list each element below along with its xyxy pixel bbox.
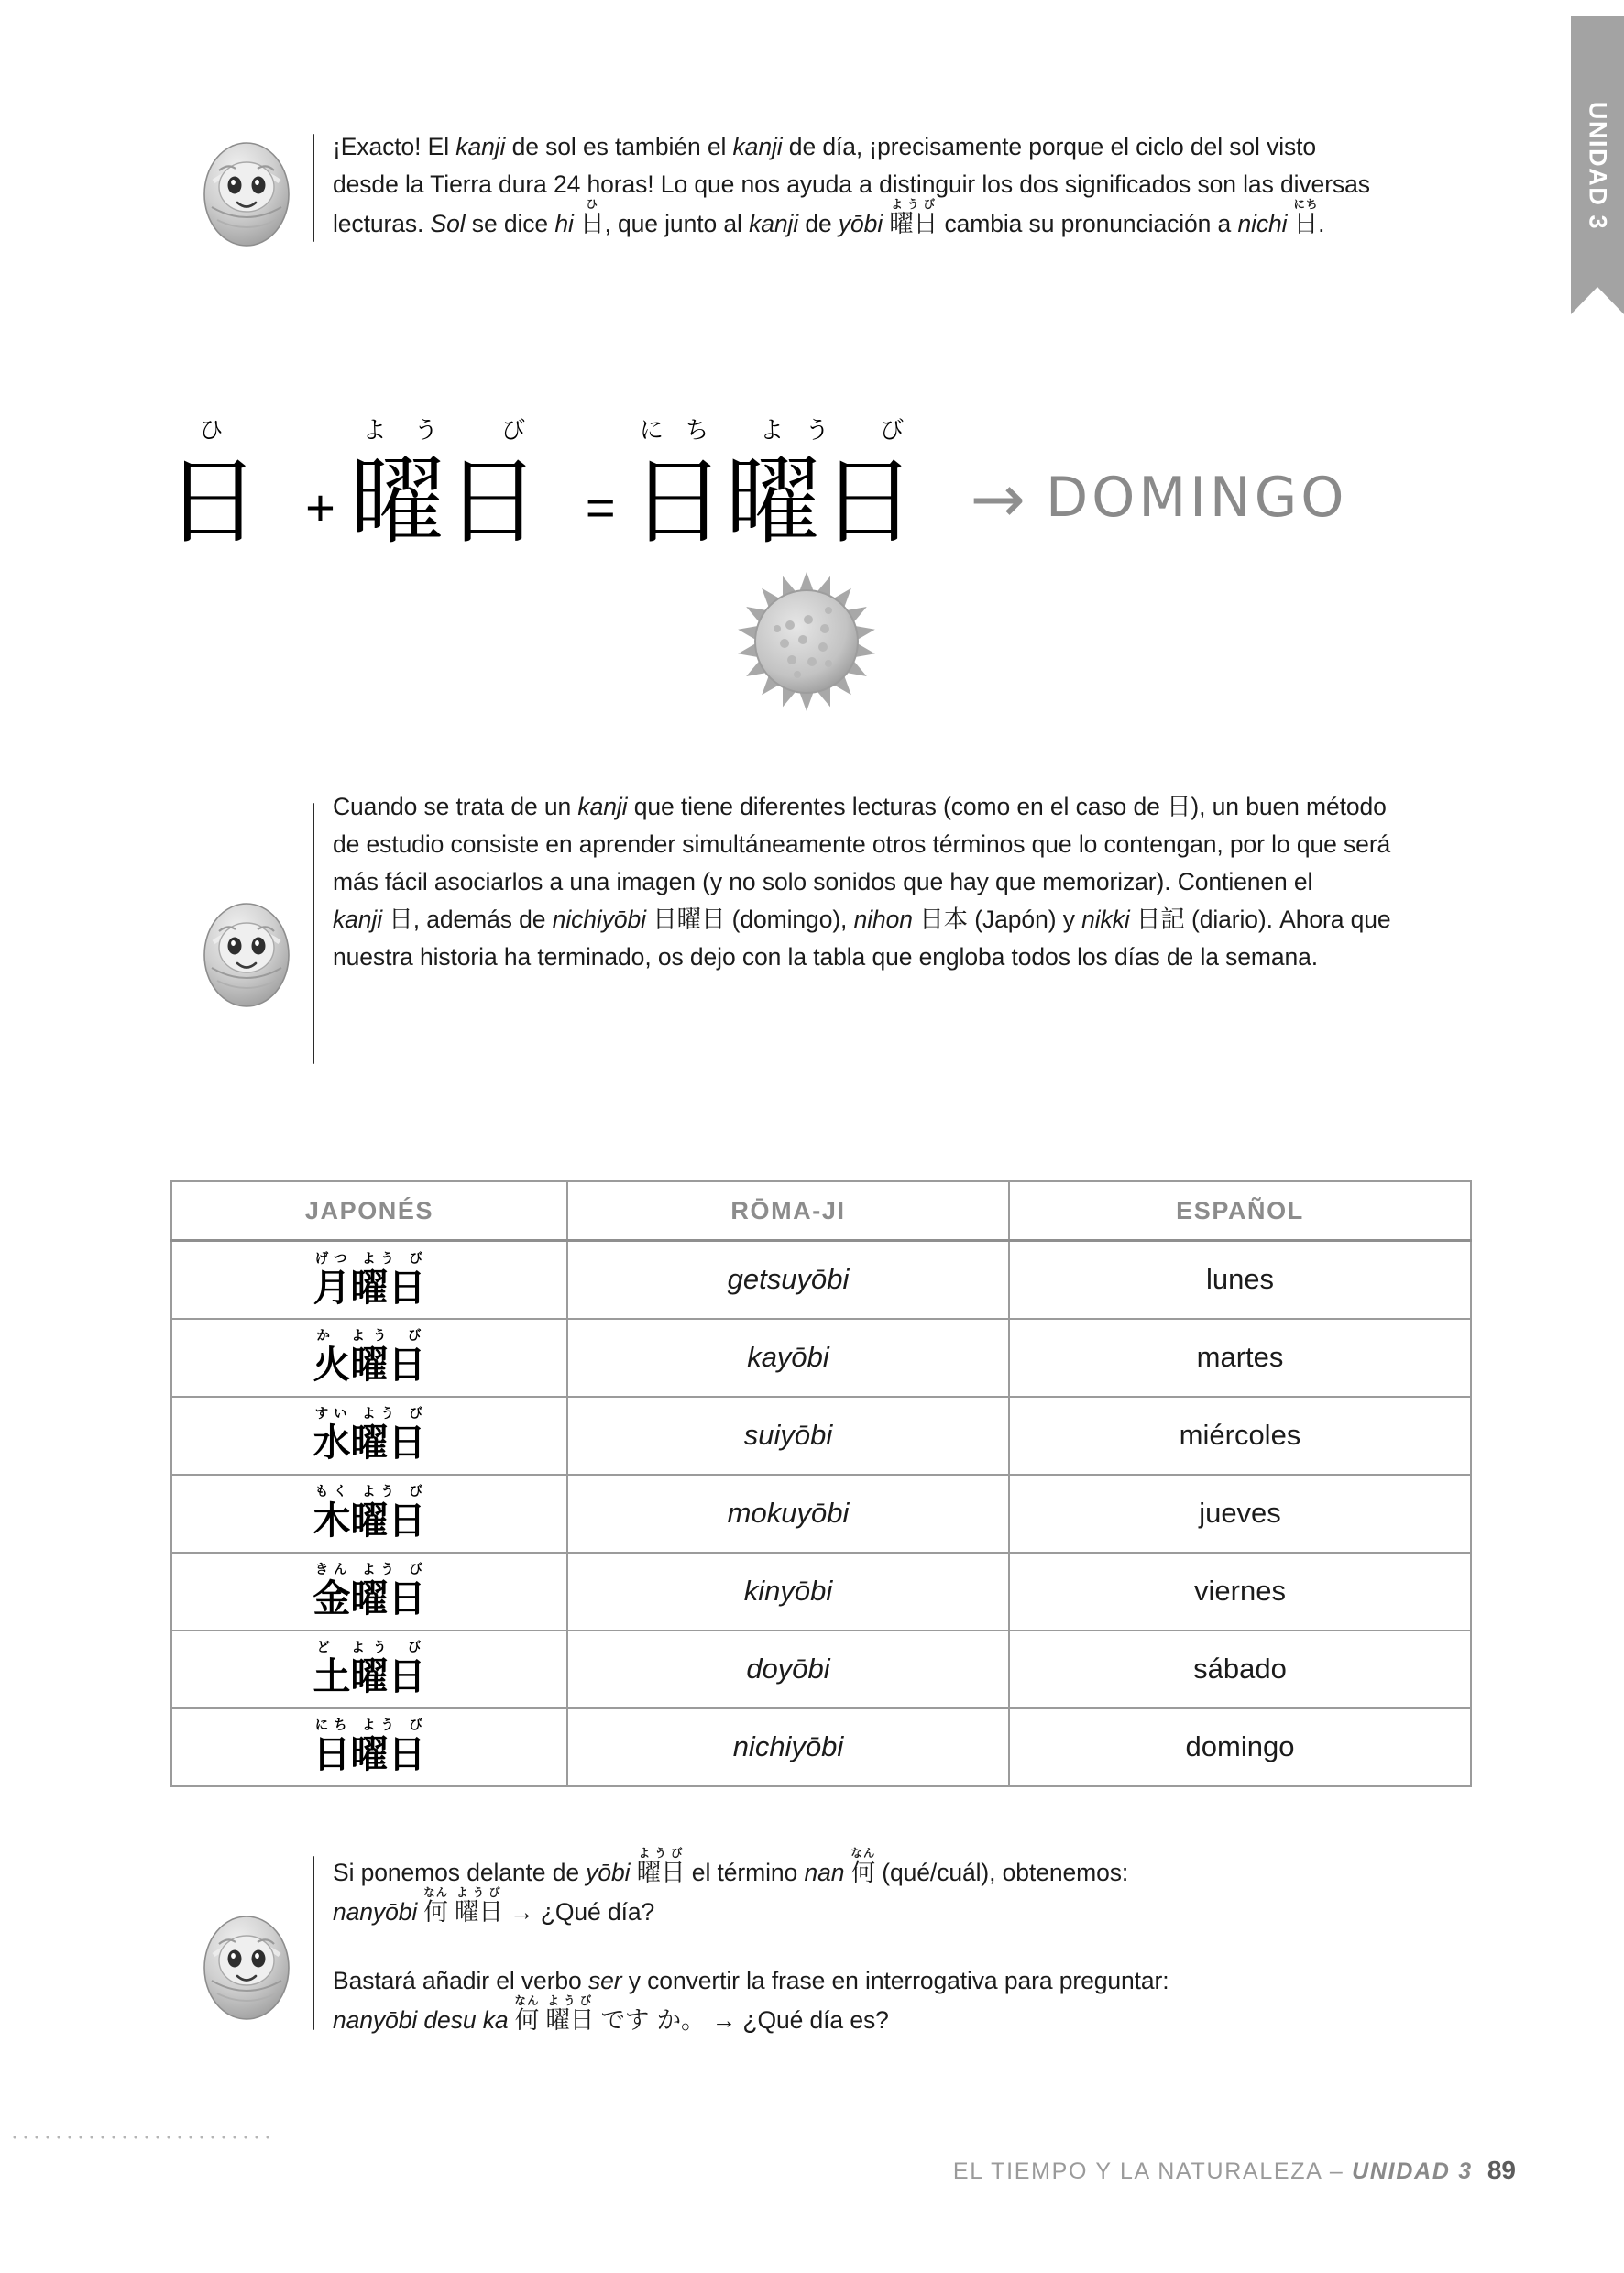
cell-japanese	[171, 1319, 567, 1397]
s1-nichi-kanji	[1293, 197, 1319, 238]
s3-ser-italic: ser	[587, 1967, 622, 1994]
equation-term-yobi	[349, 416, 571, 557]
s1-nichi-italic: nichi	[1237, 210, 1288, 237]
s1-nichi-kanji-char: 日	[1293, 210, 1319, 238]
kanji-text: 火曜日	[313, 1343, 426, 1388]
equation-term-nichiyobi-kanji: 日曜日	[630, 445, 916, 557]
s3-p2-k1-char: 何	[514, 2006, 540, 2035]
cell-spanish: viernes	[1009, 1553, 1471, 1631]
footer-unit-label: UNIDAD 3	[1352, 2158, 1473, 2184]
speech-block-top	[197, 128, 1388, 249]
furi-c: び	[407, 1641, 426, 1656]
footer-chapter-title: EL TIEMPO Y LA NATURALEZA –	[952, 2158, 1353, 2184]
cell-japanese	[171, 1553, 567, 1631]
cell-spanish: domingo	[1009, 1708, 1471, 1786]
furi-c: び	[409, 1485, 426, 1500]
kanji-with-furigana	[313, 1718, 426, 1777]
s3-kanji-nan-3	[514, 1993, 540, 2035]
furi-a: もく	[313, 1485, 353, 1500]
s3-p2-k2-furi: ようび	[545, 1993, 595, 2007]
table-row	[171, 1553, 1471, 1631]
s3-p1-tail: → ¿Qué día?	[502, 1898, 655, 1926]
furi-b: よう	[351, 1329, 395, 1345]
table-head	[171, 1181, 1471, 1241]
s1-yobi-kanji	[889, 197, 938, 238]
furi-b: よう	[362, 1563, 400, 1578]
s3-l2-k1-furi: なん	[423, 1885, 449, 1899]
s1-line4-b: .	[1318, 210, 1325, 237]
column-header-japones: JAPONÉS	[171, 1181, 567, 1241]
s1-line1-b: de sol es también el	[505, 133, 733, 160]
speech-brace	[313, 1856, 314, 2030]
bottom-paragraph-2	[333, 1962, 1169, 2039]
s2-kanji-hi-2: 日	[389, 906, 413, 934]
furi-c: び	[409, 1251, 426, 1267]
s1-line3-c: , que junto al	[604, 210, 750, 237]
s3-p2-tail: → ¿Qué día es?	[705, 2006, 889, 2034]
cell-japanese	[171, 1475, 567, 1553]
paragraph-gap	[333, 1931, 1169, 1962]
s2-kanji-nikki: 日記	[1136, 906, 1185, 934]
furi-a: にち	[313, 1718, 353, 1734]
kanji-text: 月曜日	[313, 1265, 426, 1310]
furi-nichi: にち	[630, 416, 731, 445]
s1-line3-a: significados son las diversas lecturas.	[333, 170, 1370, 237]
furi-c: び	[409, 1407, 426, 1422]
furi-c: び	[409, 1718, 426, 1734]
s2-kanji-italic-1: kanji	[577, 793, 628, 820]
cell-japanese	[171, 1708, 567, 1786]
s3-kanji-yobi-3	[545, 1993, 595, 2035]
furi-a: きん	[313, 1563, 353, 1578]
cell-romaji: nichiyōbi	[567, 1708, 1009, 1786]
furigana-text	[313, 1252, 426, 1267]
cell-japanese	[171, 1397, 567, 1475]
equation-plus-operator: +	[305, 478, 335, 536]
speech-block-bottom	[197, 1847, 1416, 2039]
cell-japanese	[171, 1631, 567, 1708]
s1-nichi-furigana: にち	[1293, 197, 1319, 211]
equation-term-yobi-kanji: 曜日	[349, 445, 541, 557]
equation-term-hi-kanji: 日	[165, 445, 261, 557]
s1-line2: del sol visto desde la Tierra dura 24 horas! Lo que nos ayuda a distinguir los dos	[333, 133, 1317, 198]
furi-bi-1: び	[501, 416, 541, 445]
equation-term-yobi-furigana	[350, 417, 541, 450]
daruma-doll-icon	[197, 889, 296, 1010]
cell-romaji: kayōbi	[567, 1319, 1009, 1397]
kanji-text: 金曜日	[313, 1576, 426, 1621]
s2-nihon-italic: nihon	[853, 906, 913, 933]
s1-sol-italic: Sol	[430, 210, 466, 237]
s2-l1-a: Cuando se trata de un	[333, 793, 578, 820]
cell-japanese	[171, 1241, 567, 1319]
furigana-text	[313, 1563, 426, 1577]
cell-spanish: jueves	[1009, 1475, 1471, 1553]
kanji-text: 土曜日	[313, 1654, 426, 1699]
s2-nichiyobi-italic: nichiyōbi	[552, 906, 646, 933]
speech-brace	[313, 803, 314, 1064]
cell-romaji: mokuyōbi	[567, 1475, 1009, 1553]
furi-c: び	[407, 1329, 426, 1345]
daruma-doll-icon	[197, 1902, 296, 2023]
s3-k1-char: 曜日	[636, 1859, 686, 1887]
speech-text-middle	[333, 788, 1398, 976]
s1-line4-a: cambia su pronunciación a	[938, 210, 1238, 237]
furi-a: ど	[313, 1641, 339, 1656]
daruma-doll-icon	[197, 128, 296, 249]
s3-p2-k2-char: 曜日	[545, 2006, 595, 2035]
furi-a: すい	[313, 1407, 353, 1422]
page-footer	[953, 2156, 1516, 2185]
s3-nanyobi-desuka-italic: nanyōbi desu ka	[333, 2006, 509, 2034]
s1-hi-furigana: ひ	[580, 197, 605, 211]
furigana-text	[313, 1485, 426, 1499]
furi-c: び	[409, 1563, 426, 1578]
equation-term-hi-furigana: ひ	[165, 416, 261, 445]
s3-p2-b: y convertir la frase en interrogativa para preguntar:	[621, 1967, 1169, 1994]
furi-a: げつ	[313, 1251, 353, 1267]
furi-b: よう	[351, 1641, 395, 1656]
cell-romaji: doyōbi	[567, 1631, 1009, 1708]
kanji-with-furigana	[313, 1641, 426, 1699]
furi-b: よう	[362, 1485, 400, 1500]
speech-brace	[313, 134, 314, 242]
kanji-with-furigana	[313, 1329, 426, 1388]
table-row	[171, 1708, 1471, 1786]
s2-l5-a: (domingo),	[725, 906, 854, 933]
s2-l4-b: , además de	[412, 906, 546, 933]
s1-yobi-italic: yōbi	[838, 210, 883, 237]
s1-line3-b: se dice	[465, 210, 555, 237]
furi-a: か	[313, 1329, 339, 1345]
furi-bi-2: び	[880, 416, 916, 445]
unit-tab-notch	[1571, 287, 1624, 314]
s3-kanji-yobi-2	[455, 1885, 503, 1927]
s1-line1-c: de día, ¡precisamente porque el ciclo	[782, 133, 1184, 160]
s2-l3: términos que lo contengan, por lo que será más fácil asociarlos a una imagen	[333, 830, 1391, 895]
furi-b: よう	[362, 1718, 400, 1734]
table-row	[171, 1631, 1471, 1708]
s2-l7: de la semana.	[1166, 943, 1319, 971]
furigana-text	[313, 1329, 426, 1344]
kanji-text: 日曜日	[313, 1732, 426, 1777]
kanji-with-furigana	[313, 1563, 426, 1621]
cell-romaji: getsuyōbi	[567, 1241, 1009, 1319]
s2-l4-a: (y no solo sonidos que hay que memorizar). Contienen el	[702, 868, 1313, 895]
s2-kanji-nichiyobi: 日曜日	[653, 906, 726, 934]
equation-result-domingo: DOMINGO	[1045, 466, 1348, 530]
equation-term-nichiyobi	[630, 416, 947, 557]
table-row	[171, 1319, 1471, 1397]
s3-k2-furi: なん	[850, 1846, 876, 1860]
s3-p1-a: Si ponemos delante de	[333, 1859, 587, 1886]
s2-l5-b: (Japón) y	[968, 906, 1082, 933]
s3-kanji-nan	[850, 1846, 876, 1887]
s2-l1-b: que tiene diferentes lecturas (como en el caso de	[627, 793, 1160, 820]
kanji-text: 木曜日	[313, 1499, 426, 1543]
kanji-with-furigana	[313, 1485, 426, 1543]
s3-yobi-italic: yōbi	[586, 1859, 631, 1886]
unit-tab-label: UNIDAD 3	[1584, 101, 1612, 230]
footer-dotted-line	[9, 2136, 275, 2139]
days-of-week-table	[170, 1180, 1472, 1787]
table-row	[171, 1241, 1471, 1319]
s3-kana-desuka: です か。	[600, 2006, 706, 2035]
s3-p2-k1-furi: なん	[514, 1993, 540, 2007]
table-body	[171, 1241, 1471, 1786]
cell-spanish: martes	[1009, 1319, 1471, 1397]
furi-b: よう	[362, 1407, 400, 1422]
s2-l2-b: ), un buen método de estudio consiste en aprender simultáneamente otros	[333, 793, 1387, 858]
cell-spanish: sábado	[1009, 1631, 1471, 1708]
s1-kanji-italic-2: kanji	[732, 133, 783, 160]
s3-l2-k1-char: 何	[423, 1898, 449, 1927]
furi-yo-1: よう	[349, 416, 466, 445]
s1-yobi-kanji-char: 曜日	[889, 210, 938, 238]
s3-l2-k2-furi: ようび	[455, 1885, 503, 1899]
s2-kanji-italic-2: kanji	[333, 906, 383, 933]
s3-k2-char: 何	[850, 1859, 876, 1887]
table-row	[171, 1475, 1471, 1553]
cell-romaji: kinyōbi	[567, 1553, 1009, 1631]
equation-term-nichiyobi-furigana	[631, 417, 916, 450]
spiky-sun-icon	[733, 568, 880, 715]
equation-equals-operator: =	[585, 478, 616, 536]
footer-page-number: 89	[1487, 2156, 1516, 2184]
s2-l6: nuestra historia ha terminado, os dejo con la tabla que engloba todos los días	[333, 943, 1160, 971]
kanji-text: 水曜日	[313, 1421, 426, 1466]
s3-k1-furi: ようび	[636, 1846, 686, 1860]
s1-hi-kanji	[580, 197, 605, 238]
s3-p1-c: (qué/cuál), obtenemos:	[875, 1859, 1129, 1886]
s3-kanji-yobi	[636, 1846, 686, 1887]
s1-hi-kanji-char: 日	[580, 210, 605, 238]
kanji-with-furigana	[313, 1251, 426, 1310]
speech-text-bottom	[333, 1847, 1169, 2039]
furigana-text	[313, 1407, 426, 1422]
s1-kanji-italic-3: kanji	[749, 210, 799, 237]
column-header-romaji: RŌMA-JI	[567, 1181, 1009, 1241]
s2-kanji-hi: 日	[1167, 793, 1191, 821]
s3-nan-italic: nan	[804, 1859, 845, 1886]
column-header-espanol: ESPAÑOL	[1009, 1181, 1471, 1241]
s3-kanji-nan-2	[423, 1885, 449, 1927]
s2-nikki-italic: nikki	[1081, 906, 1130, 933]
s2-kanji-nihon: 日本	[919, 906, 969, 934]
cell-spanish: lunes	[1009, 1241, 1471, 1319]
furigana-text	[313, 1641, 426, 1655]
speech-text-top	[333, 128, 1388, 243]
equation-term-hi	[165, 416, 291, 557]
s1-hi-italic: hi	[554, 210, 574, 237]
s2-l5-c: (diario). Ahora que	[1184, 906, 1391, 933]
equation-arrow-icon: →	[970, 460, 1026, 537]
s1-line1-a: ¡Exacto! El	[333, 133, 456, 160]
s3-nanyobi-italic: nanyōbi	[333, 1898, 418, 1926]
s1-yobi-furigana: ようび	[889, 197, 938, 211]
kanji-with-furigana	[313, 1407, 426, 1466]
s1-kanji-italic-1: kanji	[455, 133, 506, 160]
s3-p2-a: Bastará añadir el verbo	[333, 1967, 588, 1994]
table-header-row	[171, 1181, 1471, 1241]
speech-block-middle	[197, 788, 1398, 1070]
s3-p1-b: el término	[685, 1859, 805, 1886]
kanji-equation	[165, 353, 1466, 557]
furi-b: よう	[362, 1251, 400, 1267]
cell-romaji: suiyōbi	[567, 1397, 1009, 1475]
bottom-paragraph-1	[333, 1847, 1169, 1931]
furigana-text	[313, 1718, 426, 1733]
s1-line3-d: de	[798, 210, 839, 237]
furi-yo-2: よう	[760, 416, 851, 445]
unit-tab	[1571, 16, 1624, 314]
table-row	[171, 1397, 1471, 1475]
s3-l2-k2-char: 曜日	[455, 1898, 503, 1927]
cell-spanish: miércoles	[1009, 1397, 1471, 1475]
